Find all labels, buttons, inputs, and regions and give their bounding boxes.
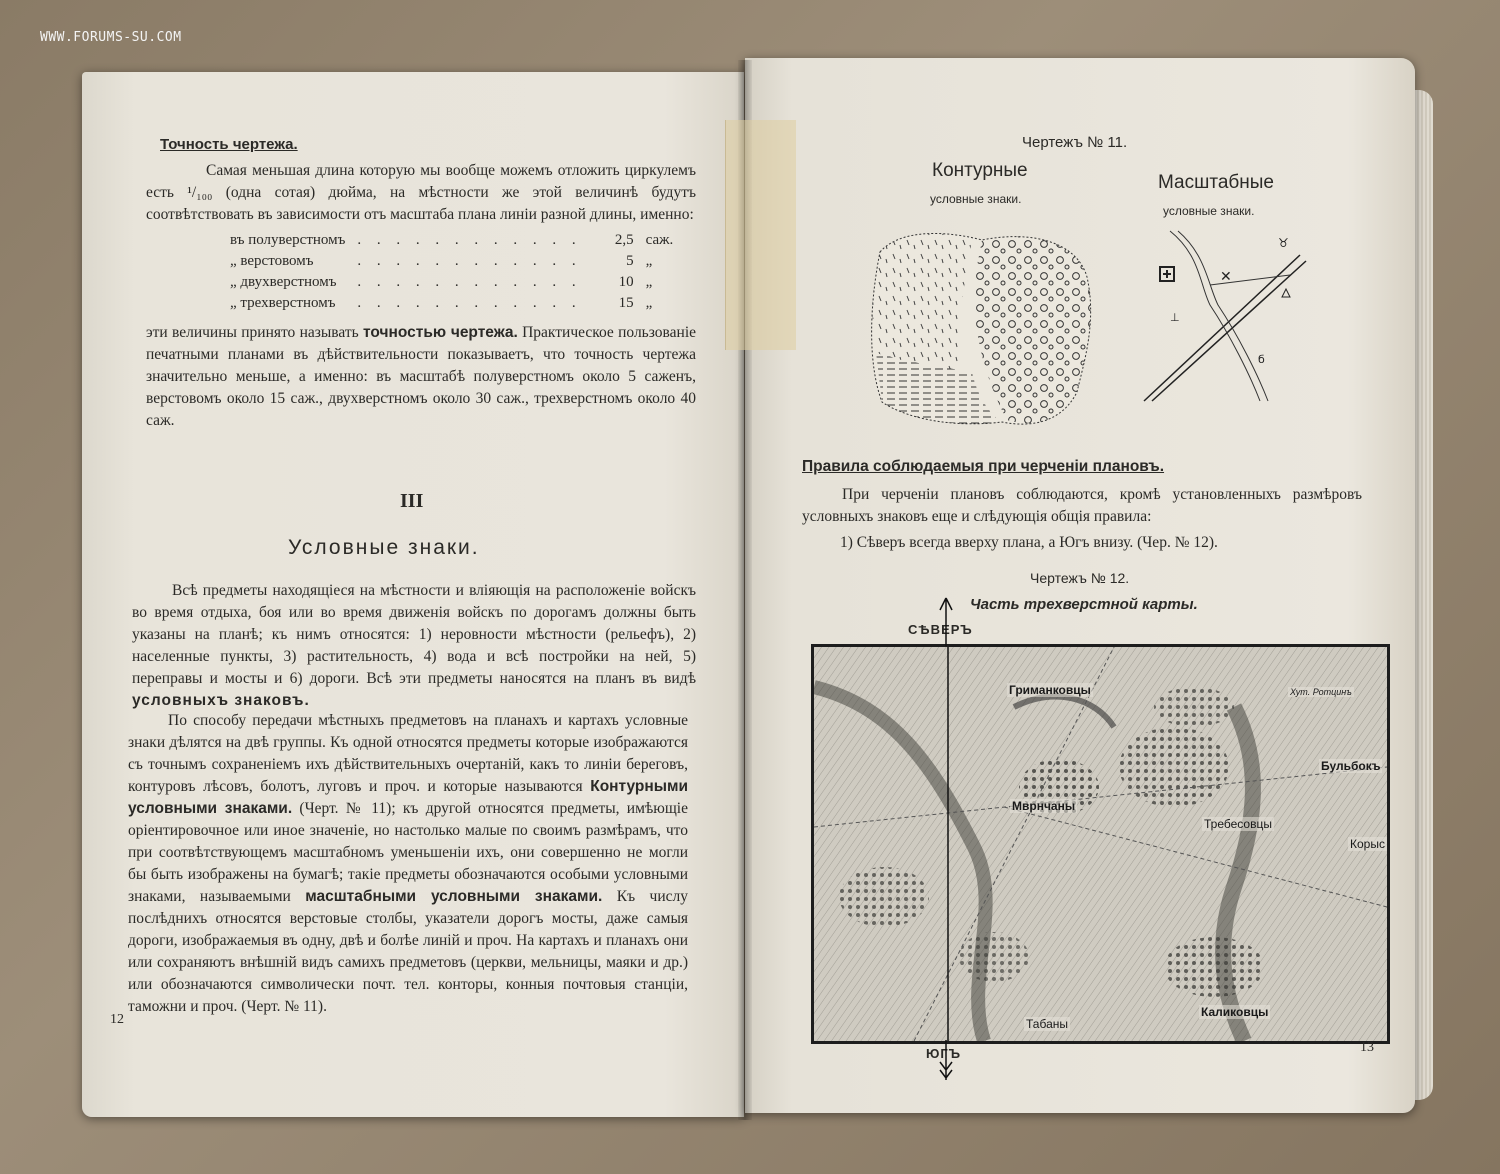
accuracy-value: 5 [626,253,634,269]
text-run: эти величины принято называть [146,324,364,341]
three-verst-map [811,644,1390,1044]
paragraph-accuracy-values [146,322,696,432]
svg-text:✕: ✕ [1220,269,1232,285]
accuracy-table [224,230,679,314]
accuracy-unit: „ [645,253,653,269]
text-run: Къ числу послѣднихъ относятся верстовые столбы, указатели дорогъ мосты, даже самыя дороги, изображаемыя въ одну, двѣ и болѣе линій и проч. На картахъ и планахъ они или сохраняютъ внѣшній видъ самихъ предметовъ (церкви, мельницы, маяки и др.) или обозначаются символически почт. тел. конторы, конныя почтовыя станціи, таможни и проч. (Черт. № 11). [128,888,688,1015]
rules-heading: Правила соблюдаемыя при черченіи плановъ. [802,458,1165,475]
leader-dots: . . . . . . . . . . . . [357,295,582,311]
text-run: По способу передачи мѣстныхъ предметовъ на планахъ и картахъ условные знаки дѣлятся на двѣ группы. Къ одной относятся предметы которые изображаются съ точнымъ сохраненіемъ ихъ дѣйствительныхъ очертаній, какъ то линіи береговъ, контуровъ лѣсовъ, болотъ, луговъ и проч. и которые называются [128,712,688,795]
table-row [224,251,679,272]
page-number-right: 13 [1360,1040,1374,1055]
paragraph-symbols-intro [132,580,696,712]
scale-name: „ трехверстномъ [230,295,336,311]
term-contour-signs: Контурными условными знаками. [128,778,688,817]
contour-signs-title: Контурные [932,160,1028,181]
text-run: (Черт. № 11); къ другой относятся предметы, имѣющіе оріентировочное или иное значеніе, но настолько малые по своимъ размѣрамъ, что при соотвѣтствующемъ масштабномъ уменьшеніи ихъ, они совершенно не могли бы быть изображены на бумагѣ; такіе предметы обозначаются особыми условными знаками, называемыми [128,800,688,905]
map-label: Требесовцы [1204,817,1272,831]
term-accuracy: точностью чертежа. [363,324,518,341]
rule-1: 1) Сѣверъ всегда вверху плана, а Югъ внизу. (Чер. № 12). [840,534,1218,551]
map-terrain [814,647,1387,1041]
figure-12-title: Чертежъ № 12. [1030,570,1130,586]
north-label: СѢВЕРЪ [908,622,973,637]
accuracy-unit: „ [645,274,653,290]
svg-text:б: б [1258,353,1265,366]
contour-signs-illustration [862,222,1102,432]
accuracy-unit: „ [645,295,653,311]
text-run: Практическое пользованіе печатными планами въ дѣйствительности показываетъ, что точность чертежа значительно меньше, а именно: въ масштабѣ полуверстномъ около 5 саженъ, верстовомъ около 15 саж., двухверстномъ около 30 саж., трехверстномъ около 40 саж. [146,324,697,429]
term-conventional-signs: условныхъ знаковъ. [132,692,310,709]
rules-paragraph: При черченіи плановъ соблюдаются, кромѣ установленныхъ размѣровъ условныхъ знаковъ еще и слѣдующія общія правила: [802,486,1362,525]
figure-12-subtitle: Часть трехверстной карты. [970,596,1198,613]
scale-name: „ верстовомъ [230,253,314,269]
tape-strip [725,120,796,350]
paragraph-accuracy: Самая меньшая длина которую мы вообще можемъ отложить циркулемъ есть ¹/₁₀₀ (одна сотая) дюйма, на мѣстности же этой величинѣ будутъ соотвѣтствовать въ зависимости отъ масштаба плана линіи разной длины, именно: [146,162,696,223]
page-number-left: 12 [110,1012,124,1027]
leader-dots: . . . . . . . . . . . . [357,253,582,269]
map-label: Бульбокъ [1321,759,1381,773]
scale-signs-illustration [1140,225,1310,405]
accuracy-value: 10 [618,274,634,290]
map-label: Корыс [1350,837,1385,851]
leader-dots: . . . . . . . . . . . . [357,232,582,248]
north-arrow-icon [936,596,956,646]
scale-name: въ полуверстномъ [230,232,346,248]
map-label: Гриманковцы [1009,683,1091,697]
table-row [224,272,679,293]
term-scale-signs: масштабными условными знаками. [305,888,603,905]
table-row [224,230,679,251]
table-row [224,293,679,314]
svg-text:♉: ♉ [1278,236,1289,250]
figure-11-title: Чертежъ № 11. [1022,134,1128,151]
scale-signs-subtitle: условные знаки. [1163,204,1255,218]
paragraph-symbol-groups [128,710,688,1018]
map-label: Табаны [1026,1017,1068,1031]
map-label: Хут. Ротцинъ [1290,687,1352,697]
accuracy-value: 2,5 [614,232,634,248]
section-title: Условные знаки. [288,536,480,559]
south-label: ЮГЪ [926,1046,962,1061]
leader-dots: . . . . . . . . . . . . [357,274,582,290]
map-label: Мврнчаны [1012,799,1076,813]
watermark: WWW.FORUMS-SU.COM [40,30,182,45]
accuracy-unit: саж. [645,232,674,248]
text-run: Всѣ предметы находящіеся на мѣстности и вліяющія на расположеніе войскъ во время отдыха, боя или во время движенія войскъ по дорогамъ должны быть указаны на планѣ; къ нимъ относятся: 1) неровности мѣстности (рельефъ), 2) населенные пункты, 3) растительность, 4) вода и всѣ постройки на ней, 5) переправы и мосты и 6) дороги. Всѣ эти предметы наносятся на планъ въ видѣ [132,582,696,687]
accuracy-value: 15 [618,295,634,311]
map-label: Каликовцы [1201,1005,1269,1019]
section-number: III [400,490,424,512]
scale-name: „ двухверстномъ [230,274,337,290]
heading-drawing-accuracy: Точность чертежа. [160,136,298,153]
svg-text:⊥: ⊥ [1170,311,1180,324]
scale-signs-title: Масштабные [1158,172,1275,193]
south-arrow-tail-icon [936,1040,956,1084]
contour-signs-subtitle: условные знаки. [930,192,1022,206]
